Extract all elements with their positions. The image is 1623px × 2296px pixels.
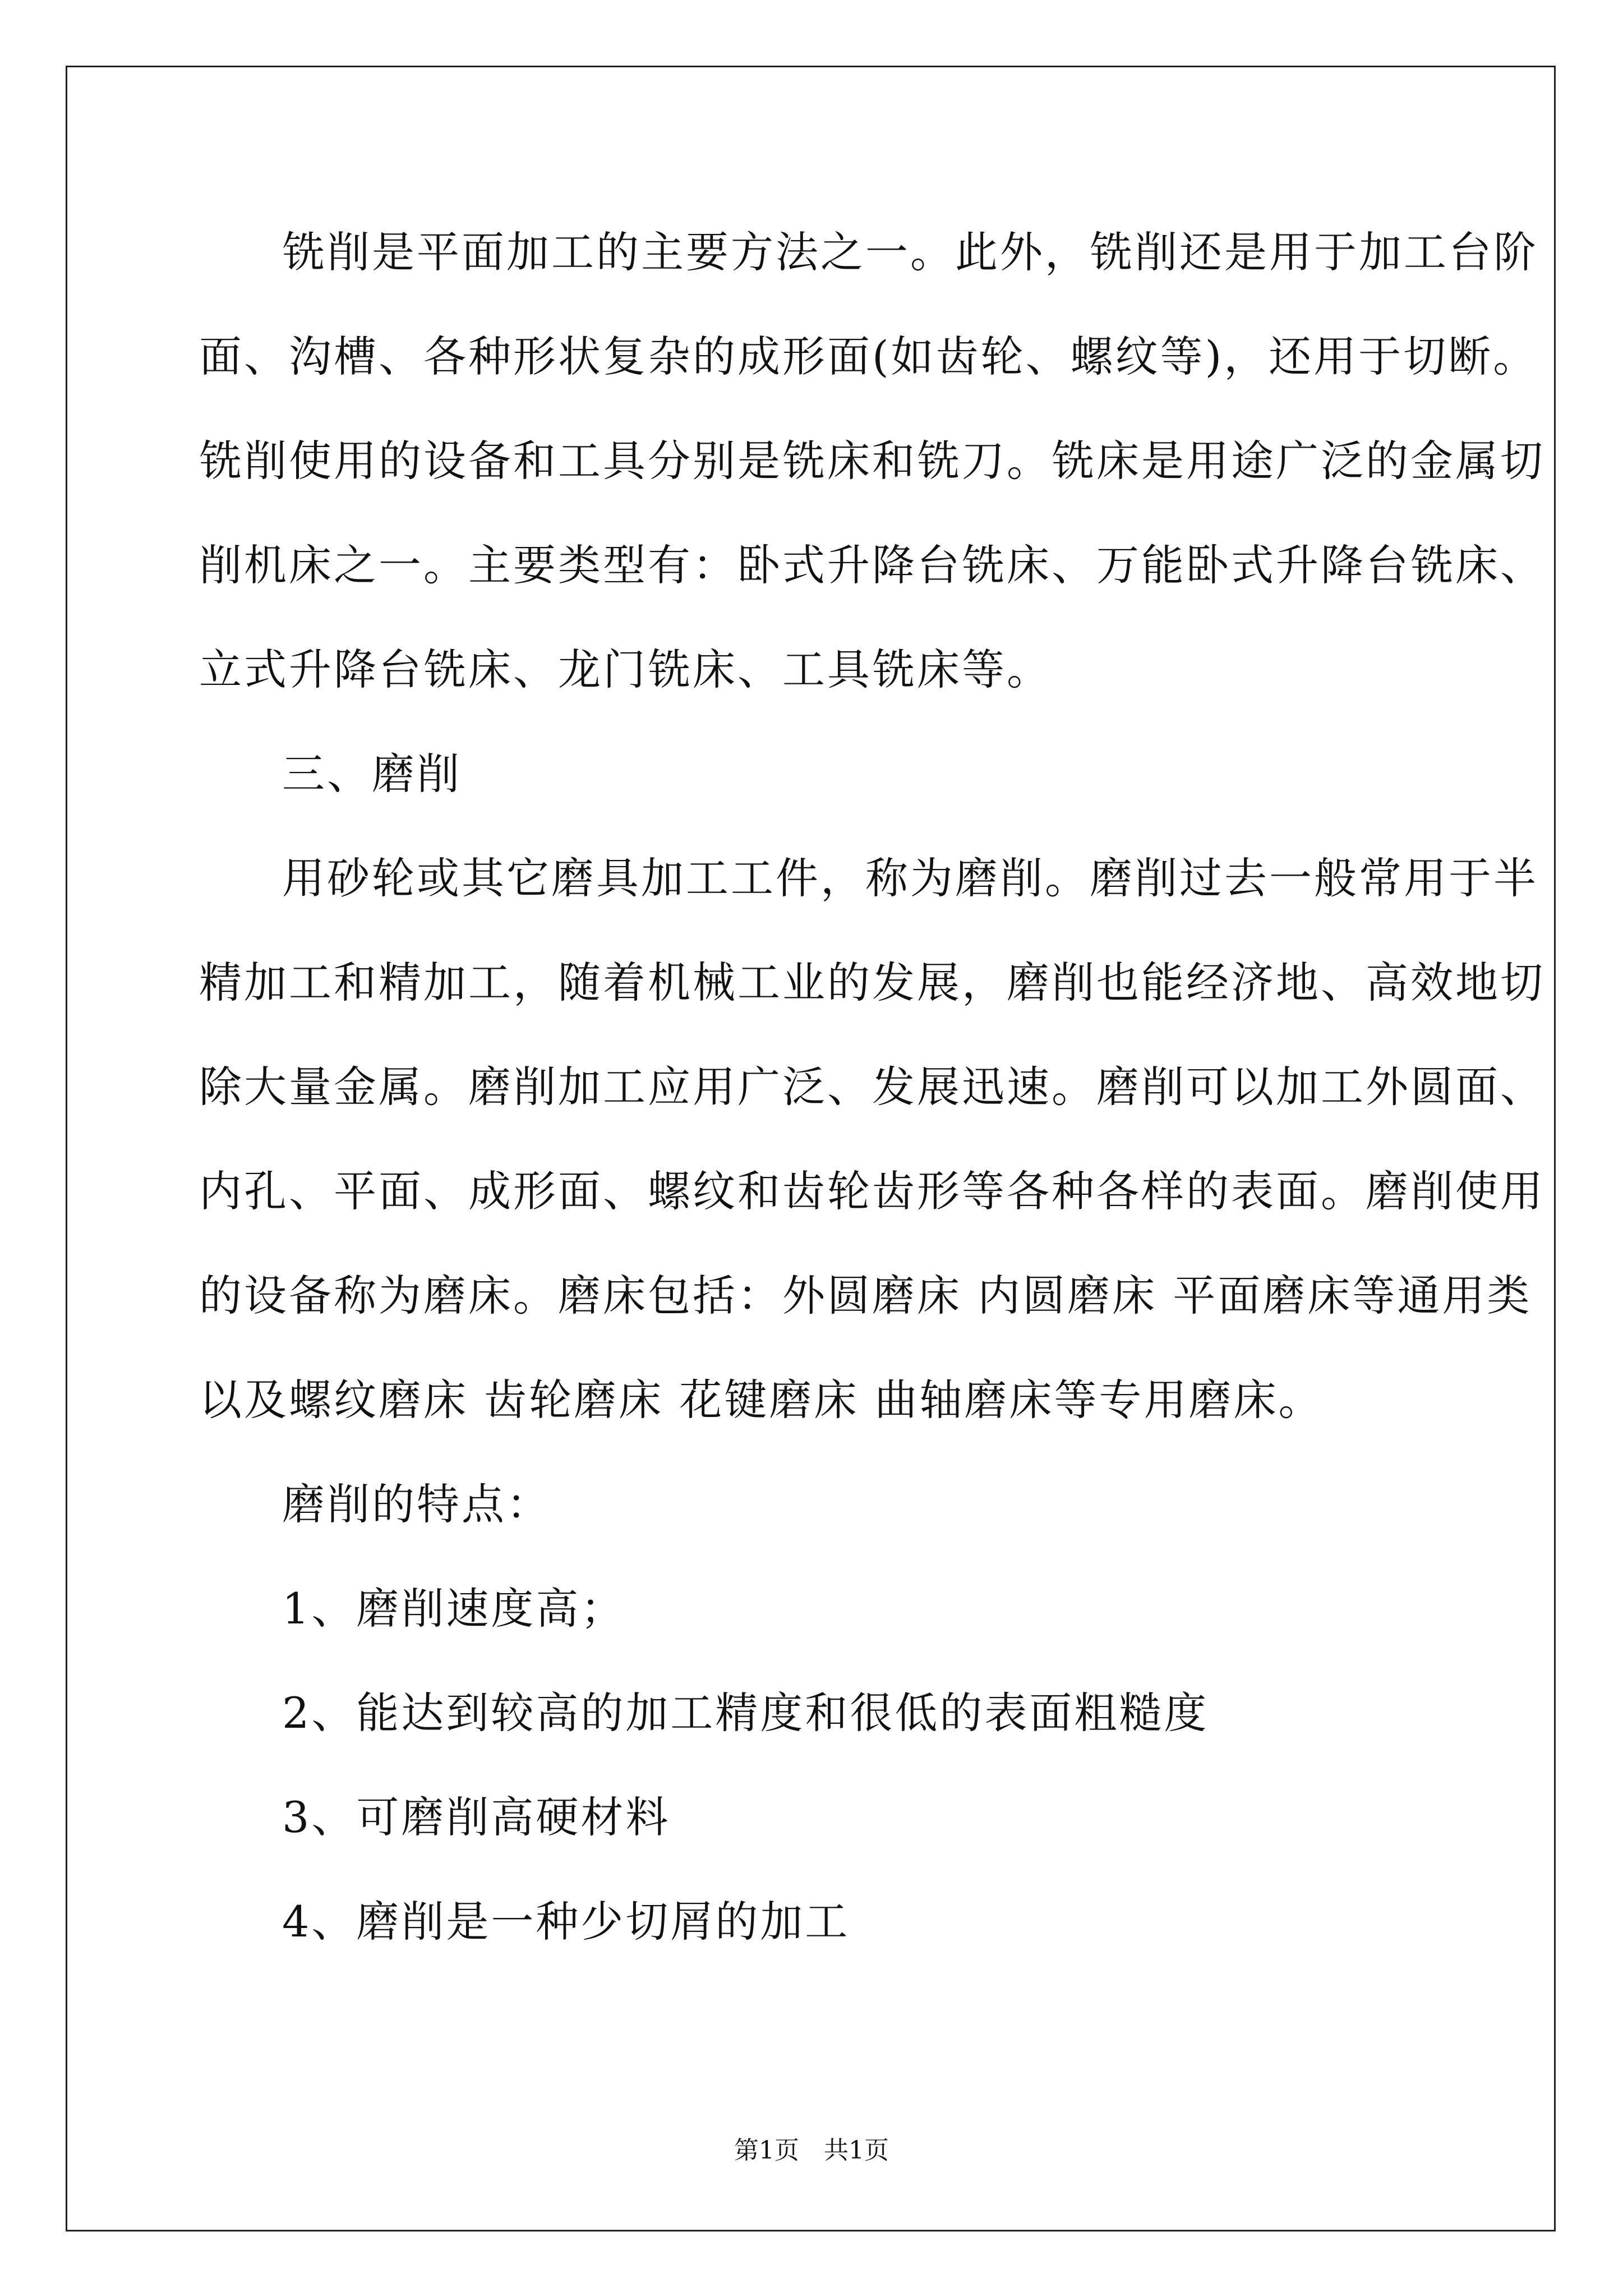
paragraph-2-line-1: 用砂轮或其它磨具加工工件，称为磨削。磨削过去一般常用于半 <box>282 853 1538 903</box>
features-heading: 磨削的特点： <box>282 1479 551 1529</box>
paragraph-1-line-3: 铣削使用的设备和工具分别是铣床和铣刀。铣床是用途广泛的金属切 <box>199 436 1545 486</box>
paragraph-2-line-4: 内孔、平面、成形面、螺纹和齿轮齿形等各种各样的表面。磨削使用 <box>199 1166 1545 1216</box>
feature-item-2: 2、能达到较高的加工精度和很低的表面粗糙度 <box>282 1688 1209 1738</box>
paragraph-1-line-1: 铣削是平面加工的主要方法之一。此外，铣削还是用于加工台阶 <box>282 227 1538 277</box>
page-number-footer: 第1页 共1页 <box>734 2136 889 2165</box>
paragraph-2-line-5: 的设备称为磨床。磨床包括：外圆磨床 内圆磨床 平面磨床等通用类 <box>199 1271 1532 1320</box>
paragraph-2-line-3: 除大量金属。磨削加工应用广泛、发展迅速。磨削可以加工外圆面、 <box>199 1062 1545 1112</box>
feature-item-1: 1、磨削速度高； <box>282 1584 626 1634</box>
paragraph-1-line-4: 削机床之一。主要类型有：卧式升降台铣床、万能卧式升降台铣床、 <box>199 540 1545 590</box>
paragraph-1-line-2: 面、沟槽、各种形状复杂的成形面(如齿轮、螺纹等)，还用于切断。 <box>199 332 1538 381</box>
section-heading: 三、磨削 <box>282 749 462 799</box>
feature-item-3: 3、可磨削高硬材料 <box>282 1792 671 1842</box>
paragraph-1-line-5: 立式升降台铣床、龙门铣床、工具铣床等。 <box>199 645 1052 694</box>
paragraph-2-line-6: 以及螺纹磨床 齿轮磨床 花键磨床 曲轴磨床等专用磨床。 <box>199 1375 1324 1425</box>
feature-item-4: 4、磨削是一种少切屑的加工 <box>282 1897 850 1947</box>
paragraph-2-line-2: 精加工和精加工，随着机械工业的发展，磨削也能经济地、高效地切 <box>199 958 1545 1007</box>
